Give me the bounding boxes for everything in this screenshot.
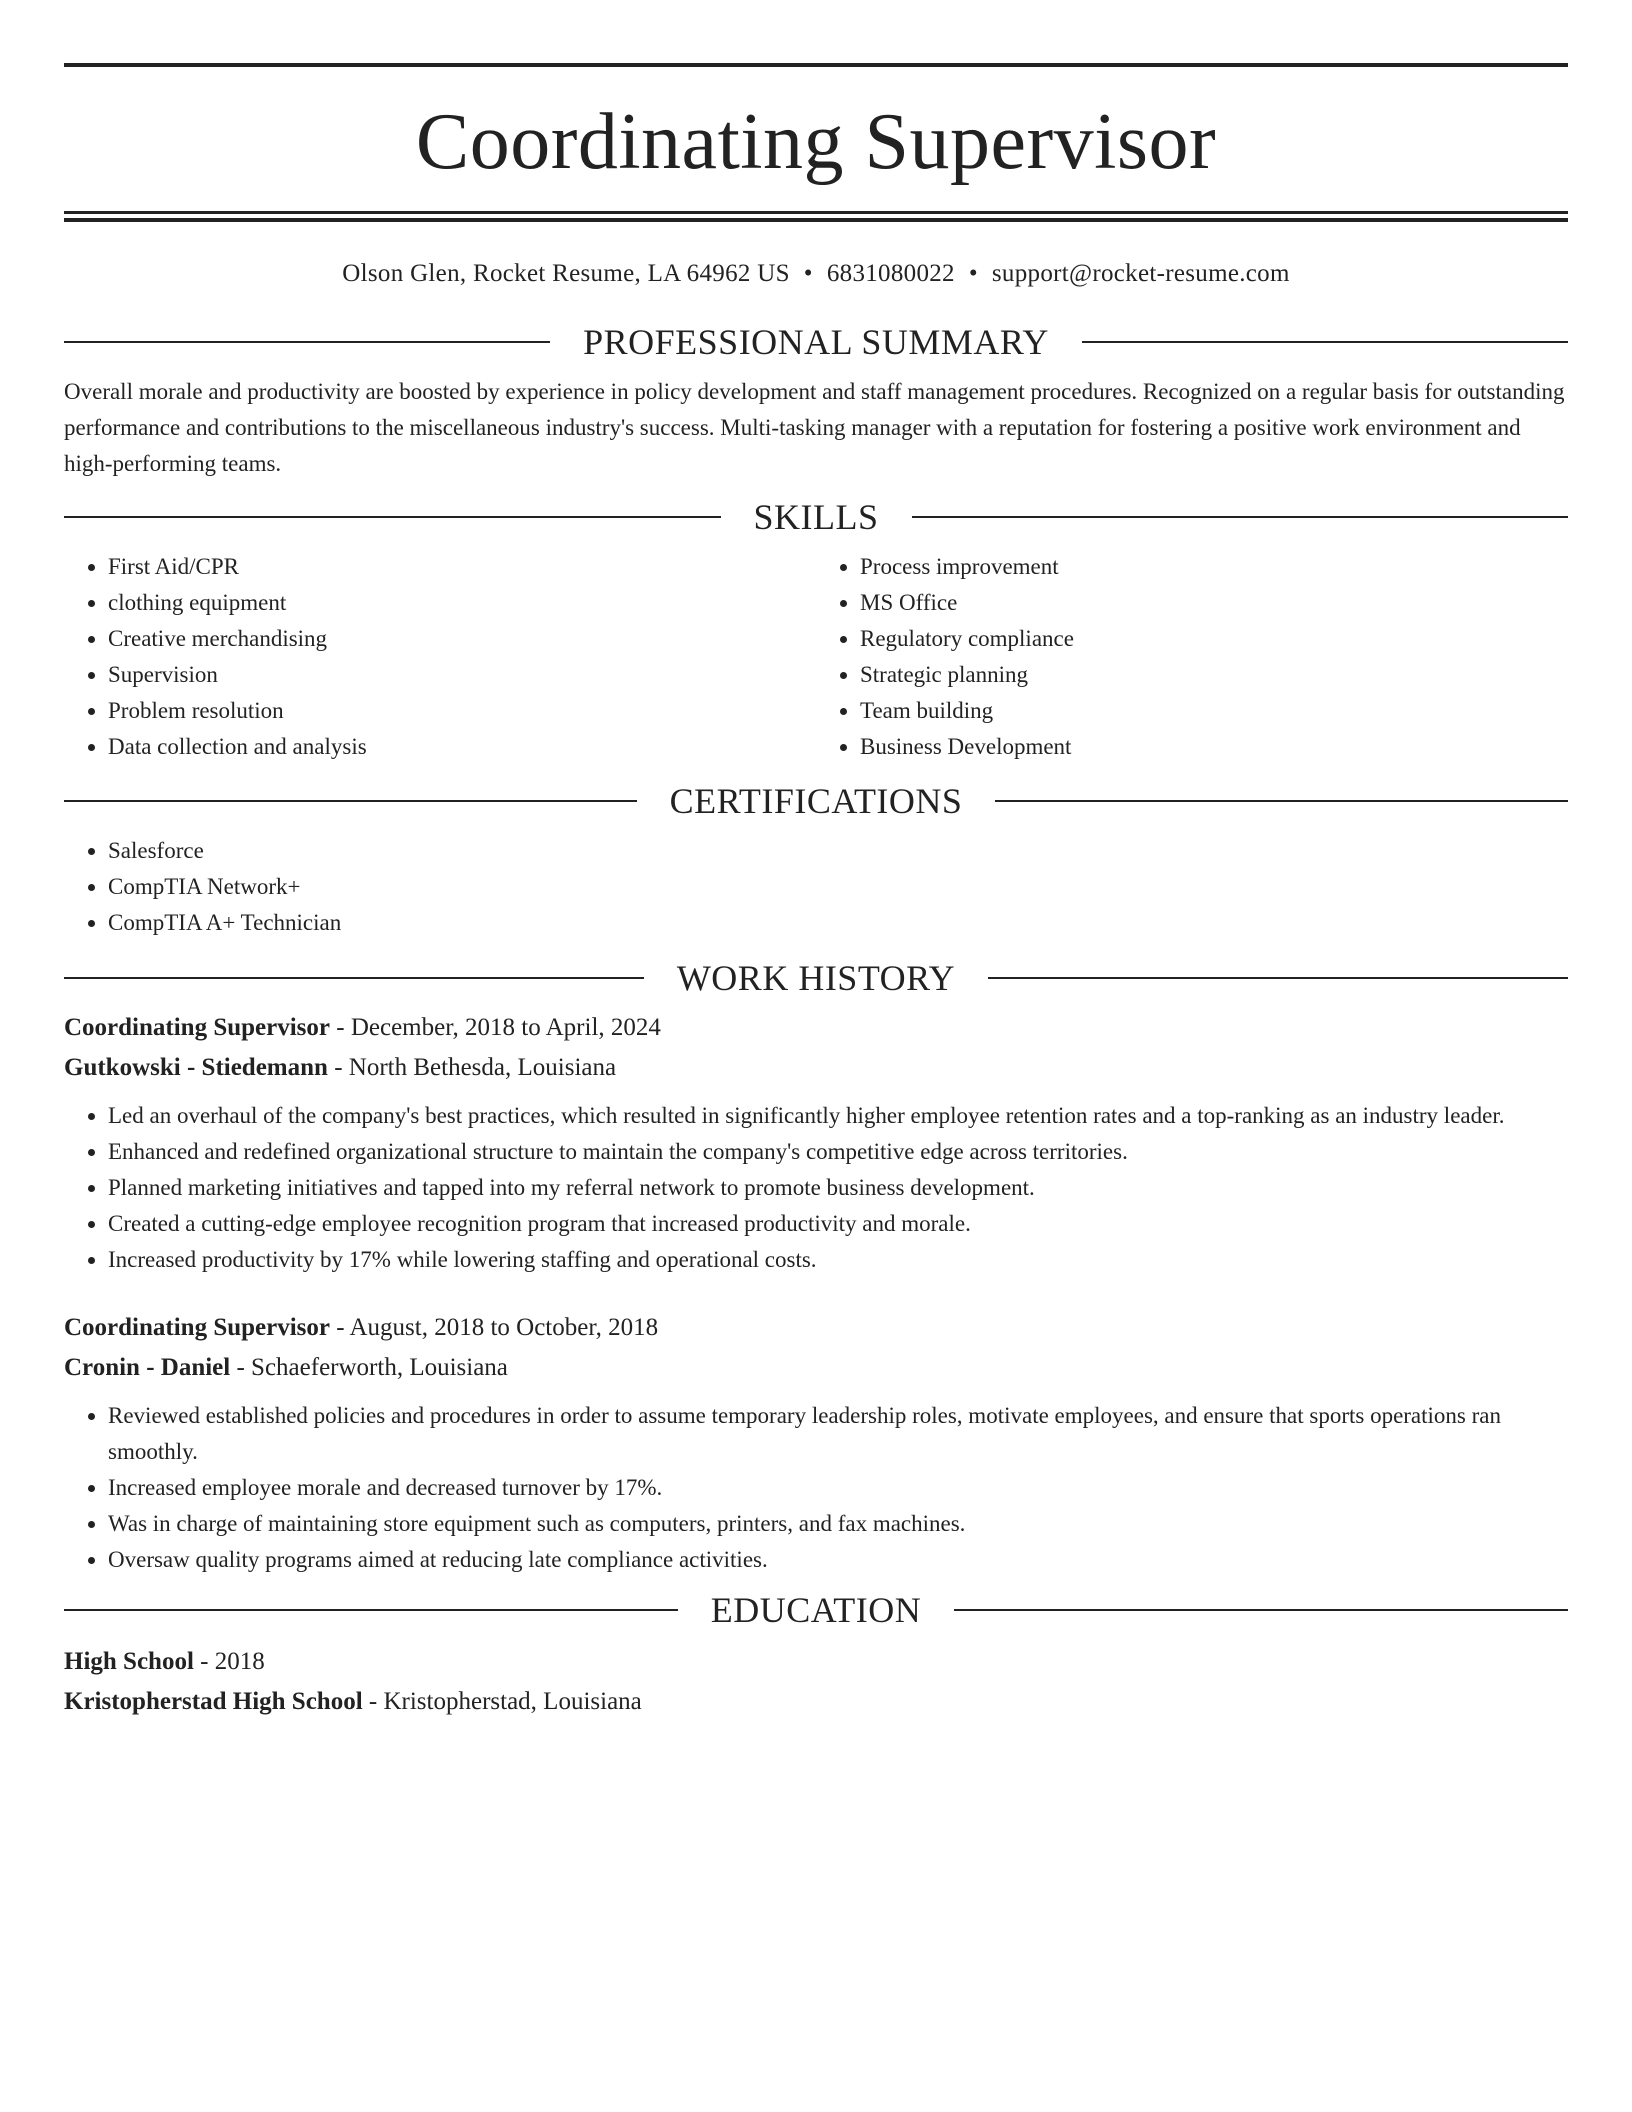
certification-item: • Salesforce	[108, 833, 1568, 869]
section-divider-line	[64, 800, 637, 802]
job-bullet: • Led an overhaul of the company's best practices, which resulted in significantly higher employee retention rates and a top-ranking as an industry leader.	[108, 1098, 1568, 1134]
summary-heading: PROFESSIONAL SUMMARY	[583, 322, 1049, 362]
work-heading: WORK HISTORY	[676, 958, 956, 998]
skill-item: • Supervision	[108, 657, 816, 693]
job-company: Gutkowski - Stiedemann	[64, 1054, 328, 1081]
education-entry	[64, 1642, 1568, 1722]
job-bullets	[64, 1398, 1568, 1578]
education-degree: High School	[64, 1648, 194, 1675]
skill-item: • First Aid/CPR	[108, 549, 816, 585]
summary-section-header	[64, 322, 1568, 362]
education-school-line	[64, 1682, 1568, 1722]
contact-line	[64, 259, 1568, 289]
job-entry	[64, 1008, 1568, 1278]
job-entry	[64, 1308, 1568, 1578]
job-bullets	[64, 1098, 1568, 1278]
contact-email: support@rocket-resume.com	[991, 260, 1290, 287]
education-heading: EDUCATION	[710, 1590, 922, 1630]
section-divider-line	[64, 516, 721, 518]
section-divider-line	[912, 516, 1569, 518]
education-degree-line	[64, 1642, 1568, 1682]
job-title: Coordinating Supervisor	[64, 1014, 331, 1041]
resume-title: Coordinating Supervisor	[415, 98, 1217, 186]
skill-item: • Business Development	[860, 729, 1568, 765]
skill-item: • Team building	[860, 693, 1568, 729]
job-title-line	[64, 1008, 1568, 1048]
certification-item: • CompTIA Network+	[108, 869, 1568, 905]
summary-text: Overall morale and productivity are boosted by experience in policy development and staff management procedures. Recognized on a regular basis for outstanding performance and contributions to the miscellaneous industry's success. Multi-tasking manager with a reputation for fostering a positive work environment and high-performing teams.	[64, 379, 1565, 476]
job-company: Cronin - Daniel	[64, 1354, 231, 1381]
certifications-heading: CERTIFICATIONS	[669, 781, 963, 821]
job-bullet: • Increased employee morale and decreased turnover by 17%.	[108, 1470, 1568, 1506]
skills-column-left	[64, 549, 816, 765]
contact-separator: •	[968, 260, 978, 287]
education-section-header	[64, 1590, 1568, 1630]
job-location: - Schaeferworth, Louisiana	[230, 1354, 508, 1381]
work-section-header	[64, 958, 1568, 998]
education-year: - 2018	[193, 1648, 265, 1675]
skill-item: • Data collection and analysis	[108, 729, 816, 765]
title-double-rule	[64, 211, 1568, 222]
skill-item: • Creative merchandising	[108, 621, 816, 657]
job-bullet: • Enhanced and redefined organizational structure to maintain the company's competitive edge across territories.	[108, 1134, 1568, 1170]
section-divider-line	[64, 1609, 678, 1611]
section-divider-line	[954, 1609, 1568, 1611]
section-divider-line	[988, 977, 1568, 979]
contact-phone: 6831080022	[826, 260, 955, 287]
certifications-list	[64, 833, 1568, 941]
certification-item: • CompTIA A+ Technician	[108, 905, 1568, 941]
section-divider-line	[995, 800, 1568, 802]
skills-section-header	[64, 497, 1568, 537]
education-location: - Kristopherstad, Louisiana	[362, 1688, 642, 1715]
skill-item: • Strategic planning	[860, 657, 1568, 693]
job-title: Coordinating Supervisor	[64, 1314, 331, 1341]
job-bullet: • Planned marketing initiatives and tapped into my referral network to promote business development.	[108, 1170, 1568, 1206]
job-bullet: • Created a cutting-edge employee recognition program that increased productivity and morale.	[108, 1206, 1568, 1242]
job-company-line	[64, 1348, 1568, 1388]
job-bullet: • Reviewed established policies and procedures in order to assume temporary leadership roles, motivate employees, and ensure that sports operations ran smoothly.	[108, 1398, 1568, 1470]
section-divider-line	[1082, 341, 1568, 343]
job-dates: - December, 2018 to April, 2024	[330, 1014, 661, 1041]
job-bullet: • Was in charge of maintaining store equipment such as computers, printers, and fax machines.	[108, 1506, 1568, 1542]
top-rule	[64, 63, 1568, 67]
skill-item: • Problem resolution	[108, 693, 816, 729]
job-title-line	[64, 1308, 1568, 1348]
skill-item: • clothing equipment	[108, 585, 816, 621]
skills-column-right	[816, 549, 1568, 765]
job-bullet: • Increased productivity by 17% while lowering staffing and operational costs.	[108, 1242, 1568, 1278]
job-bullet: • Oversaw quality programs aimed at reducing late compliance activities.	[108, 1542, 1568, 1578]
job-company-line	[64, 1048, 1568, 1088]
section-divider-line	[64, 977, 644, 979]
education-school: Kristopherstad High School	[64, 1688, 363, 1715]
contact-separator: •	[803, 260, 813, 287]
certifications-section-header	[64, 781, 1568, 821]
section-divider-line	[64, 341, 550, 343]
skill-item: • MS Office	[860, 585, 1568, 621]
skills-heading: SKILLS	[753, 497, 879, 537]
skill-item: • Regulatory compliance	[860, 621, 1568, 657]
job-dates: - August, 2018 to October, 2018	[330, 1314, 659, 1341]
skills-grid	[64, 549, 1568, 765]
skill-item: • Process improvement	[860, 549, 1568, 585]
contact-address: Olson Glen, Rocket Resume, LA 64962 US	[342, 260, 790, 287]
job-location: - North Bethesda, Louisiana	[327, 1054, 617, 1081]
